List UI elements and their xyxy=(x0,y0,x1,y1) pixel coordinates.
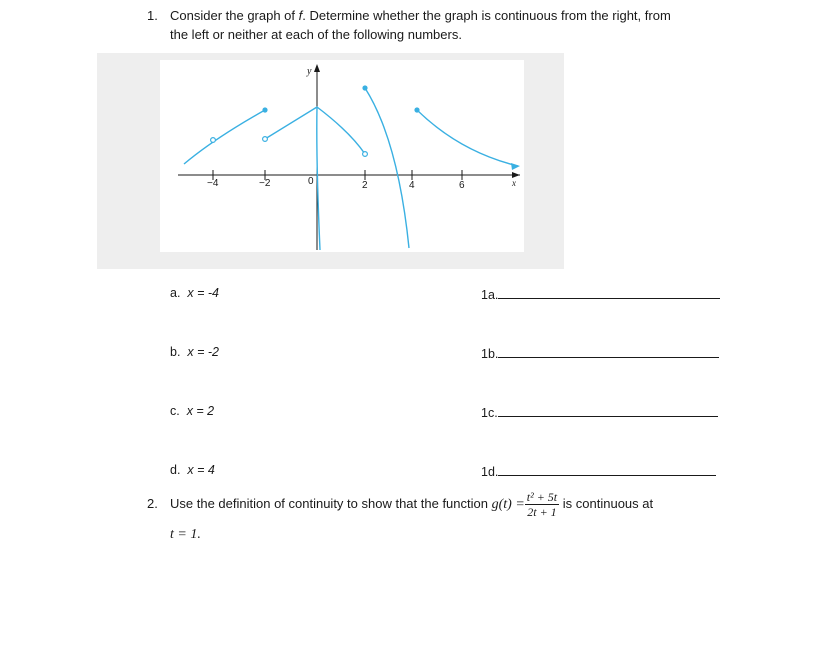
function-fraction xyxy=(525,490,559,520)
answer-1c-line[interactable] xyxy=(498,404,718,417)
answer-1b-line[interactable] xyxy=(498,345,719,358)
answer-1d-line[interactable] xyxy=(498,463,716,476)
part-a xyxy=(170,286,219,300)
fraction-denominator: 2t + 1 xyxy=(527,504,557,519)
curve-segment-3 xyxy=(365,88,409,248)
part-letter: c. xyxy=(170,404,180,418)
open-point xyxy=(363,152,368,157)
question-1-text-line2: the left or neither at each of the following numbers. xyxy=(170,27,462,42)
question-2-text xyxy=(170,484,810,525)
part-b xyxy=(170,345,219,359)
question-1-number: 1. xyxy=(147,8,158,23)
tick-label: 4 xyxy=(409,180,415,191)
question-2-number: 2. xyxy=(147,496,158,511)
x-axis-label: x xyxy=(512,178,516,188)
function-lhs: g(t) = xyxy=(491,497,525,512)
open-point xyxy=(211,138,216,143)
part-expression: x = 4 xyxy=(187,463,215,477)
part-expression: x = -2 xyxy=(187,345,220,359)
curve-segment-1 xyxy=(184,110,265,164)
question-2-text-end: is continuous at xyxy=(562,496,654,511)
function-name: f xyxy=(298,8,303,23)
answer-1d xyxy=(481,463,716,479)
tick-label: −2 xyxy=(259,178,271,189)
answer-1a xyxy=(481,286,720,302)
part-d xyxy=(170,463,215,477)
question-1-text-start: Consider the graph of xyxy=(170,8,299,23)
tick-label: 2 xyxy=(362,180,368,191)
answer-1c xyxy=(481,404,718,420)
y-axis-arrow xyxy=(314,64,320,72)
answer-1a-line[interactable] xyxy=(498,286,720,299)
closed-point xyxy=(414,107,419,112)
closed-point xyxy=(362,85,367,90)
question-2-text-start: Use the definition of continuity to show that the function xyxy=(170,496,488,511)
part-expression: x = 2 xyxy=(186,404,215,418)
function-graph xyxy=(160,60,524,252)
part-letter: d. xyxy=(170,463,181,477)
closed-point xyxy=(262,107,267,112)
answer-label: 1b. xyxy=(481,347,499,361)
fraction-numerator: t² + 5t xyxy=(526,489,558,504)
question-1-text-line1 xyxy=(170,6,790,25)
open-point xyxy=(263,137,268,142)
part-expression: x = -4 xyxy=(187,286,220,300)
curve-arrow xyxy=(511,163,520,170)
answer-1b xyxy=(481,345,719,361)
graph-panel xyxy=(160,60,524,252)
part-letter: b. xyxy=(170,345,181,359)
tick-label: 0 xyxy=(308,176,314,187)
part-letter: a. xyxy=(170,286,181,300)
answer-label: 1d. xyxy=(481,465,499,479)
tick-label: −4 xyxy=(207,178,219,189)
part-c xyxy=(170,404,214,418)
curve-segment-4 xyxy=(417,110,518,166)
tick-label: 6 xyxy=(459,180,465,191)
curve-segment-2 xyxy=(265,107,365,154)
question-2-point: t = 1. xyxy=(170,527,201,542)
answer-label: 1a. xyxy=(481,288,499,302)
answer-label: 1c. xyxy=(481,406,498,420)
question-1-text-end: . Determine whether the graph is continuous from the right, from xyxy=(302,8,671,23)
y-axis-label: y xyxy=(307,66,312,77)
